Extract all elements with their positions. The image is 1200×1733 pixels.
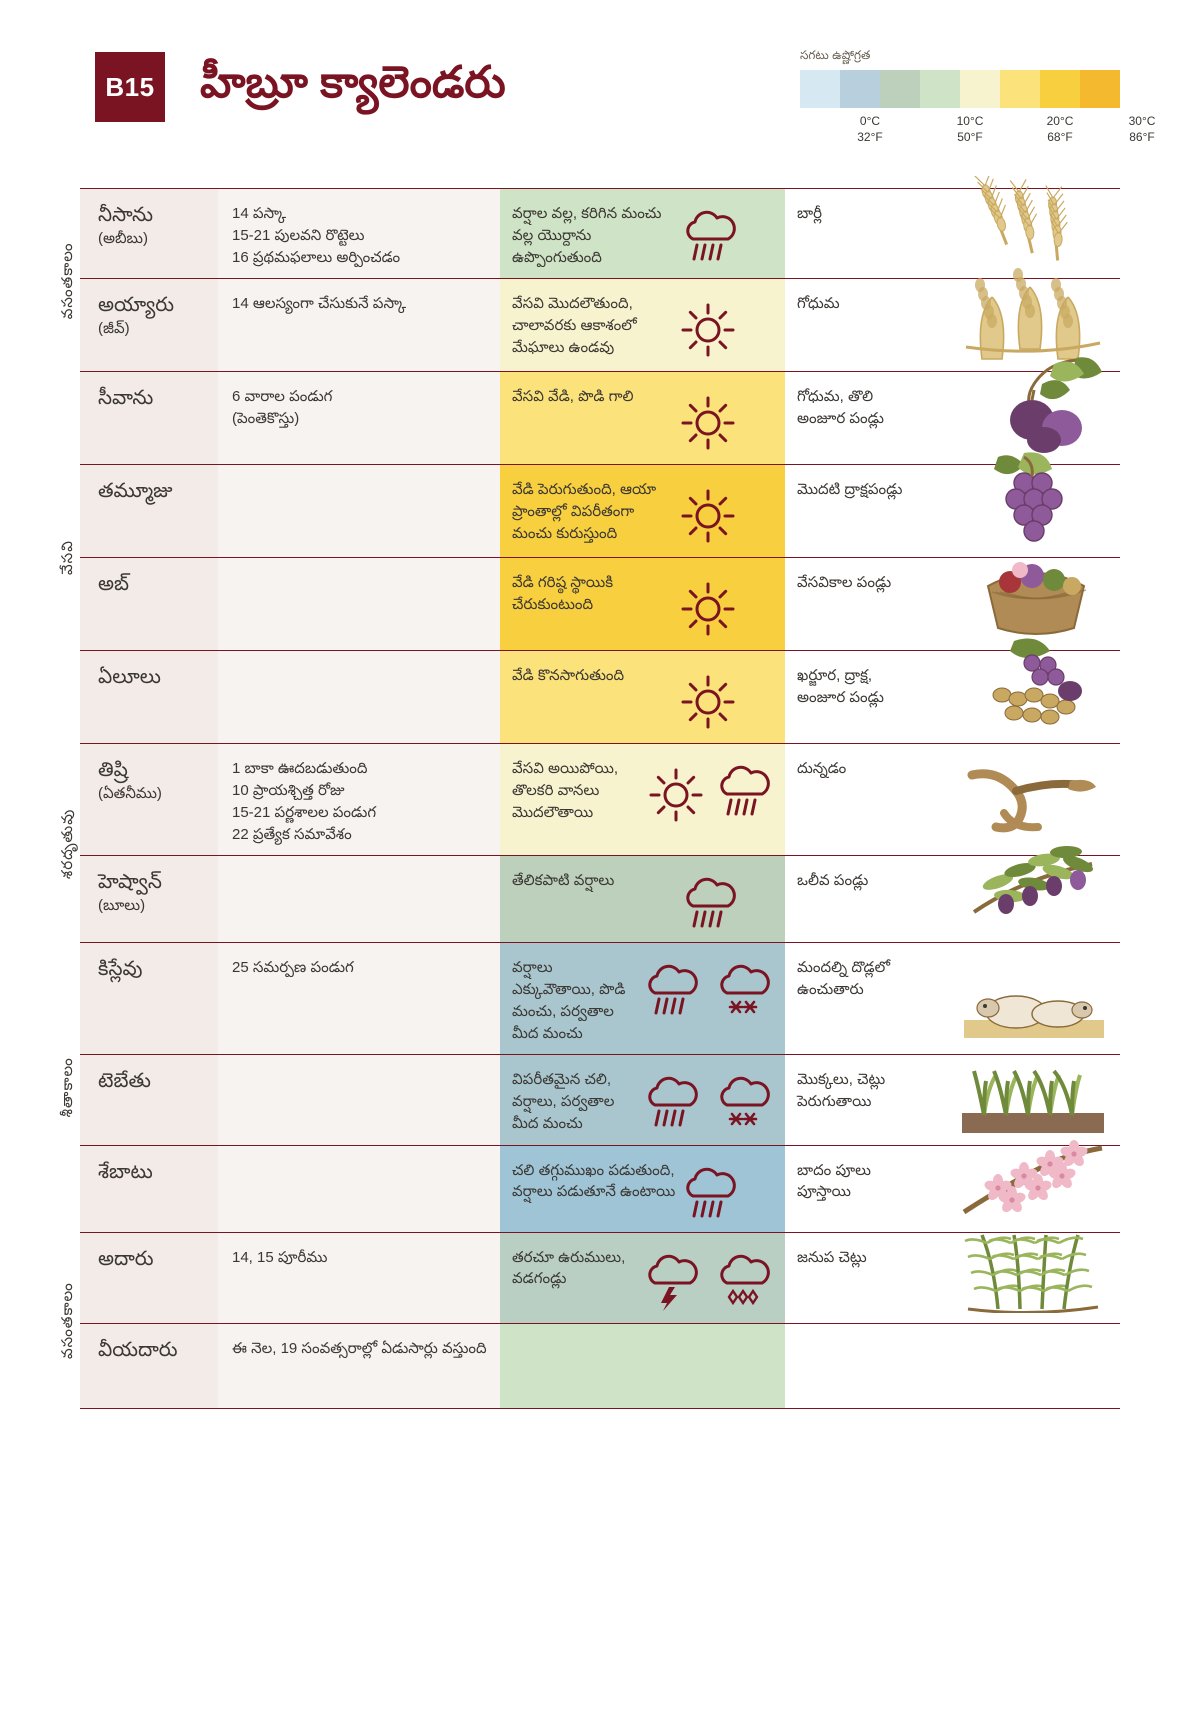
weather-cell: [500, 279, 785, 371]
rain-cloud-icon-svg: [639, 963, 707, 1019]
legend-swatch: [1040, 70, 1080, 108]
legend-swatch: [1000, 70, 1040, 108]
month-alt-name: (బూలు): [98, 897, 146, 915]
crop-illustration: [915, 957, 1112, 1044]
legend-tick-fahrenheit: 50°F: [957, 130, 983, 144]
rain-cloud-icon: [711, 764, 779, 820]
month-cell: [80, 558, 218, 650]
weather-text: చలి తగ్గుముఖం పడుతుంది, వర్షాలు పడుతూనే ఉంటాయి: [512, 1161, 676, 1201]
weather-text: విపరీతమైన చలి, వర్షాలు, పర్వతాల మీద మంచు: [512, 1071, 615, 1132]
legend-swatch: [880, 70, 920, 108]
month-name: టెబేతు: [98, 1070, 151, 1093]
weather-icons: [677, 870, 745, 932]
event-item: 1 బాకా ఊదబడుతుంది: [232, 760, 368, 778]
legend-title: సగటు ఉష్ణోగ్రత: [800, 48, 871, 62]
month-cell: [80, 651, 218, 743]
weather-text: [512, 1338, 677, 1398]
sun-icon: [677, 578, 739, 640]
crop-illustration: [915, 572, 1112, 640]
crop-text: బాదం పూలు పూస్తాయి: [797, 1161, 871, 1201]
month-name: అబ్: [98, 573, 129, 596]
event-item: 25 సమర్పణ పండుగ: [232, 959, 354, 977]
weather-text: వేసవి మొదలౌతుంది, చాలావరకు ఆకాశంలో మేఘాలు ఉండవు: [512, 295, 637, 356]
weather-icons: [677, 203, 745, 268]
season-label-winter: శీతాకాలం: [59, 1057, 76, 1118]
sun-icon: [677, 671, 739, 733]
events-cell: [218, 465, 500, 557]
events-cell: [218, 744, 500, 855]
weather-icons: [645, 758, 779, 845]
temperature-legend: [800, 48, 1156, 149]
page-title: హీబ్రూ క్యాలెండరు: [200, 58, 506, 107]
weather-text: తరచూ ఉరుములు, వడగండ్లు: [512, 1248, 626, 1288]
sun-icon-svg: [677, 578, 739, 640]
weather-text: వేడి పెరుగుతుంది, ఆయా ప్రాంతాల్లో విపరీతంగా మంచు కురుస్తుంది: [512, 481, 657, 542]
month-name: తిష్రి: [98, 759, 128, 782]
event-item: 16 ప్రథమఫలాలు అర్పించడం: [232, 248, 401, 266]
legend-swatch: [960, 70, 1000, 108]
events-cell: [218, 372, 500, 464]
crop-illustration: [915, 1160, 1112, 1222]
events-cell: [218, 651, 500, 743]
legend-tick-celsius: 0°C: [859, 114, 881, 128]
month-cell: [80, 1324, 218, 1408]
crop-illustration: [915, 665, 1112, 733]
rain-cloud-icon-svg: [639, 1075, 707, 1131]
events-cell: [218, 279, 500, 371]
crop-text: గోధుమ, తొలి అంజూర పండ్లు: [797, 388, 884, 427]
sun-icon: [677, 485, 739, 547]
crop-illustration: [915, 293, 1112, 361]
rain-cloud-icon: [639, 963, 707, 1019]
crop-cell: [785, 744, 1120, 855]
events-cell: [218, 1233, 500, 1323]
sun-icon: [677, 392, 739, 454]
calendar-row: [80, 651, 1120, 744]
month-name: సీవాను: [98, 387, 154, 410]
rain-cloud-icon: [677, 876, 745, 932]
rain-cloud-icon: [639, 1075, 707, 1131]
month-name: హెష్వాన్: [98, 871, 162, 894]
season-label-spring1: వసంతకాలం: [59, 242, 76, 319]
month-cell: [80, 856, 218, 942]
weather-cell: [500, 744, 785, 855]
season-label-autumn: శరదృతువు: [59, 808, 76, 879]
rain-cloud-icon-svg: [711, 764, 779, 820]
weather-cell: [500, 856, 785, 942]
thunder-cloud-icon: [639, 1253, 707, 1313]
rain-cloud-icon: [677, 209, 745, 265]
month-name: తమ్మూజు: [98, 480, 173, 503]
crop-cell: [785, 1324, 1120, 1408]
legend-swatch: [800, 70, 840, 108]
weather-cell: [500, 1146, 785, 1232]
sun-icon-svg: [677, 485, 739, 547]
crop-cell: [785, 856, 1120, 942]
weather-icons: [677, 386, 739, 454]
crop-illustration: [915, 1247, 1112, 1313]
page-header: [0, 0, 1200, 185]
calendar-row: [80, 1324, 1120, 1409]
weather-cell: [500, 372, 785, 464]
season-label-spring2: వసంతకాలం: [59, 1282, 76, 1359]
crop-text: బార్లీ: [797, 205, 822, 222]
legend-tick-fahrenheit: 68°F: [1047, 130, 1073, 144]
month-name: అయ్యారు: [98, 294, 175, 317]
month-cell: [80, 744, 218, 855]
event-item: 10 ప్రాయశ్చిత్త రోజు: [232, 782, 345, 799]
weather-cell: [500, 943, 785, 1054]
rain-cloud-icon-svg: [677, 1166, 745, 1222]
crop-illustration: [915, 758, 1112, 845]
event-item: 14 పస్కా: [232, 205, 287, 222]
crop-text: మందల్ని దొడ్లలో ఉంచుతారు: [797, 959, 891, 998]
weather-text: వేసవి అయిపోయి, తొలకరి వానలు మొదలౌతాయి: [512, 760, 619, 821]
legend-swatch: [1080, 70, 1120, 108]
crop-illustration: [915, 479, 1112, 547]
hail-cloud-icon: [711, 1253, 779, 1313]
legend-tick: [910, 113, 984, 144]
weather-icons: [677, 665, 739, 733]
thunder-cloud-icon-svg: [639, 1253, 707, 1313]
sun-icon: [645, 764, 707, 826]
crop-cell: [785, 651, 1120, 743]
weather-text: వేడి కొనసాగుతుంది: [512, 667, 625, 685]
crop-illustration: [915, 870, 1112, 932]
month-alt-name: (ఏతనీము): [98, 785, 162, 803]
legend-swatch: [920, 70, 960, 108]
month-cell: [80, 1233, 218, 1323]
rain-cloud-icon-svg: [677, 876, 745, 932]
legend-tick-fahrenheit: 32°F: [857, 130, 883, 144]
events-cell: [218, 189, 500, 278]
crop-illustration: [915, 386, 1112, 454]
month-cell: [80, 372, 218, 464]
snow-cloud-icon-svg: [711, 963, 779, 1019]
month-cell: [80, 943, 218, 1054]
month-cell: [80, 279, 218, 371]
event-item: 15-21 పర్ణశాలల పండుగ: [232, 803, 377, 821]
month-name: కిస్లేవు: [98, 958, 143, 981]
legend-swatch: [840, 70, 880, 108]
crop-text: వేసవికాల పండ్లు: [797, 574, 892, 592]
event-item: 15-21 పులవని రొట్టెలు: [232, 226, 365, 244]
weather-text: తేలికపాటి వర్షాలు: [512, 872, 615, 890]
weather-cell: [500, 1233, 785, 1323]
sun-icon: [677, 299, 739, 361]
crop-text: ఒలీవ పండ్లు: [797, 872, 869, 890]
event-item: 6 వారాల పండుగ: [232, 388, 333, 406]
event-item: ఈ నెల, 19 సంవత్సరాల్లో ఏడుసార్లు వస్తుంది: [232, 1339, 487, 1357]
weather-icons: [639, 1247, 779, 1313]
event-item: 22 ప్రత్యేక సమావేశం: [232, 825, 352, 843]
rain-cloud-icon-svg: [677, 209, 745, 265]
weather-text: వేడి గరిష్ఠ స్థాయికి చేరుకుంటుంది: [512, 574, 614, 613]
weather-icons: [677, 479, 739, 547]
crop-text: ఖర్జూర, ద్రాక్ష, అంజూర పండ్లు: [797, 667, 884, 706]
legend-tick: [1082, 113, 1156, 144]
events-cell: [218, 558, 500, 650]
season-label-summer: వేసవి: [59, 540, 76, 576]
events-cell: [218, 1146, 500, 1232]
sun-icon-svg: [677, 299, 739, 361]
legend-tick-celsius: 30°C: [1128, 114, 1156, 128]
month-name: శేబాటు: [98, 1160, 153, 1183]
events-cell: [218, 856, 500, 942]
event-item: (పెంతెకొస్తు): [232, 410, 300, 427]
event-item: 14, 15 పూరీము: [232, 1248, 328, 1266]
crop-text: గోధుమ: [797, 295, 840, 313]
legend-color-bar: [800, 70, 1120, 108]
weather-icons: [677, 572, 739, 640]
legend-scale: [800, 113, 1156, 149]
legend-tick-fahrenheit: 86°F: [1129, 130, 1155, 144]
events-cell: [218, 1324, 500, 1408]
month-cell: [80, 1146, 218, 1232]
events-cell: [218, 1055, 500, 1144]
calendar-row: [80, 1233, 1120, 1324]
weather-cell: [500, 558, 785, 650]
crop-text: [797, 1338, 915, 1398]
snow-cloud-icon: [711, 1075, 779, 1131]
crop-text: దున్నడం: [797, 760, 847, 778]
month-name: నీసాను: [98, 204, 153, 226]
month-cell: [80, 1055, 218, 1144]
event-item: 14 ఆలస్యంగా చేసుకునే పస్కా: [232, 295, 407, 313]
hail-cloud-icon-svg: [711, 1253, 779, 1313]
weather-cell: [500, 1055, 785, 1144]
sun-icon-svg: [645, 764, 707, 826]
weather-icons: [677, 1160, 745, 1222]
month-cell: [80, 189, 218, 278]
weather-text: వర్షాల వల్ల, కరిగిన మంచు వల్ల యొర్దాను ఉప్పొంగుతుంది: [512, 205, 662, 266]
month-alt-name: (అబీబు): [98, 230, 148, 247]
calendar-row: [80, 856, 1120, 943]
legend-tick-celsius: 20°C: [1046, 114, 1074, 128]
legend-tick-celsius: 10°C: [956, 114, 984, 128]
calendar-table: [80, 188, 1120, 1409]
weather-text: వేసవి వేడి, పొడి గాలి: [512, 388, 634, 406]
sun-icon-svg: [677, 671, 739, 733]
weather-icons: [677, 293, 739, 361]
month-name: ఏలూలు: [98, 666, 161, 689]
events-cell: [218, 943, 500, 1054]
month-name: అదారు: [98, 1247, 154, 1270]
snow-cloud-icon-svg: [711, 1075, 779, 1131]
crop-cell: [785, 1233, 1120, 1323]
sun-icon-svg: [677, 392, 739, 454]
crop-text: మొక్కలు, చెట్లు పెరుగుతాయి: [797, 1071, 886, 1110]
weather-cell: [500, 189, 785, 278]
crop-illustration: [915, 203, 1112, 268]
weather-icons: [639, 957, 779, 1044]
snow-cloud-icon: [711, 963, 779, 1019]
month-name: వీయదారు: [98, 1338, 178, 1361]
weather-cell: [500, 651, 785, 743]
weather-cell: [500, 1324, 785, 1408]
crop-text: జనుప చెట్లు: [797, 1248, 867, 1266]
weather-cell: [500, 465, 785, 557]
rain-cloud-icon: [677, 1166, 745, 1222]
crop-text: మొదటి ద్రాక్షపండ్లు: [797, 481, 903, 499]
month-alt-name: (జీవ్): [98, 320, 130, 338]
weather-icons: [639, 1069, 779, 1134]
crop-illustration: [915, 1338, 1112, 1398]
weather-text: వర్షాలు ఎక్కువౌతాయి, పొడి మంచు, పర్వతాల మీద మంచు: [512, 959, 626, 1042]
legend-tick: [810, 113, 883, 144]
month-cell: [80, 465, 218, 557]
legend-tick: [1000, 113, 1074, 144]
section-badge: B15: [95, 52, 165, 122]
